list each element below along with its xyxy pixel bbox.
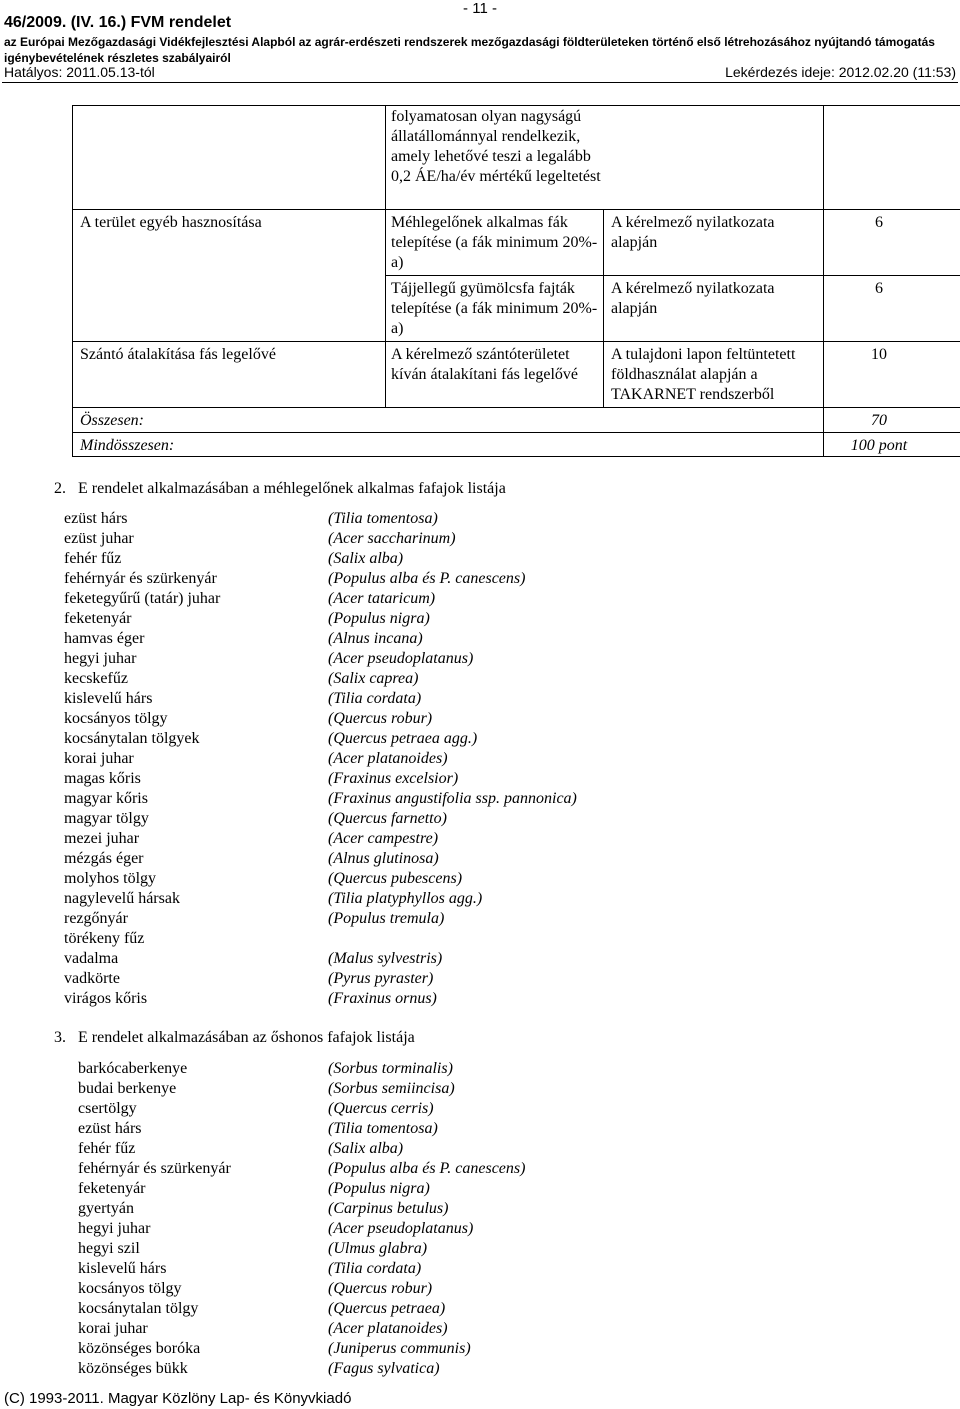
species-hungarian-name: törékeny fűz	[64, 930, 145, 947]
species-hungarian-name: mezei juhar	[64, 830, 140, 847]
species-hungarian-name: gyertyán	[78, 1200, 134, 1217]
species-latin-name: (Quercus farnetto)	[328, 810, 447, 827]
species-latin-name: (Populus nigra)	[328, 610, 430, 627]
species-hungarian-name: magyar kőris	[64, 790, 148, 807]
species-latin-name: (Populus tremula)	[328, 910, 445, 927]
list-item	[64, 709, 764, 729]
list-item	[64, 969, 764, 989]
list-item	[64, 549, 764, 569]
species-latin-name: (Populus alba és P. canescens)	[328, 570, 526, 587]
list-item	[64, 629, 764, 649]
species-latin-name: (Alnus incana)	[328, 630, 423, 647]
col-divider	[385, 105, 386, 407]
total-label: Mindösszesen:	[80, 437, 175, 454]
species-latin-name: (Salix caprea)	[328, 670, 419, 687]
list-item	[64, 789, 764, 809]
list-item	[64, 849, 764, 869]
species-latin-name: (Tilia tomentosa)	[328, 1120, 438, 1137]
footer-copyright: (C) 1993-2011. Magyar Közlöny Lap- és Könyvkiadó	[4, 1390, 352, 1407]
list-item	[78, 1239, 778, 1259]
species-hungarian-name: magyar tölgy	[64, 810, 149, 827]
row1-verification: A kérelmező nyilatkozata alapján	[611, 214, 775, 251]
species-latin-name: (Quercus pubescens)	[328, 870, 463, 887]
species-latin-name: (Acer platanoides)	[328, 1320, 448, 1337]
species-hungarian-name: hegyi szil	[78, 1240, 140, 1257]
species-hungarian-name: hegyi juhar	[64, 650, 137, 667]
row2-criterion: Tájjellegű gyümölcsfa fajták telepítése (a fák minimum 20%-a)	[391, 280, 598, 337]
species-hungarian-name: vadkörte	[64, 970, 120, 987]
list-item	[64, 829, 764, 849]
species-latin-name: (Populus alba és P. canescens)	[328, 1160, 526, 1177]
row3-category: Szántó átalakítása fás legelővé	[80, 346, 276, 363]
list-item	[64, 689, 764, 709]
species-latin-name: (Acer saccharinum)	[328, 530, 456, 547]
species-latin-name: (Acer pseudoplatanus)	[328, 650, 474, 667]
species-latin-name: (Sorbus torminalis)	[328, 1060, 453, 1077]
list-item	[64, 669, 764, 689]
species-hungarian-name: nagylevelű hársak	[64, 890, 180, 907]
list-item	[64, 729, 764, 749]
species-latin-name: (Quercus cerris)	[328, 1100, 434, 1117]
list-item	[64, 529, 764, 549]
row1-category: A terület egyéb hasznosítása	[80, 214, 262, 231]
row2-verification: A kérelmező nyilatkozata alapján	[611, 280, 775, 317]
species-latin-name: (Acer pseudoplatanus)	[328, 1220, 474, 1237]
row-divider	[72, 209, 960, 210]
species-latin-name: (Quercus robur)	[328, 710, 433, 727]
species-hungarian-name: hegyi juhar	[78, 1220, 151, 1237]
species-latin-name: (Carpinus betulus)	[328, 1200, 449, 1217]
species-hungarian-name: kocsánytalan tölgy	[78, 1300, 199, 1317]
species-latin-name: (Malus sylvestris)	[328, 950, 443, 967]
species-hungarian-name: korai juhar	[78, 1320, 148, 1337]
species-hungarian-name: közönséges bükk	[78, 1360, 188, 1377]
list-item	[78, 1079, 778, 1099]
list-item	[78, 1159, 778, 1179]
species-latin-name: (Fraxinus angustifolia ssp. pannonica)	[328, 790, 577, 807]
species-hungarian-name: budai berkenye	[78, 1080, 177, 1097]
list-item	[64, 589, 764, 609]
list-item	[78, 1179, 778, 1199]
species-latin-name: (Sorbus semiincisa)	[328, 1080, 455, 1097]
species-hungarian-name: feketegyűrű (tatár) juhar	[64, 590, 221, 607]
list-item	[64, 909, 764, 929]
sum-label: Összesen:	[80, 412, 144, 429]
species-hungarian-name: kocsánytalan tölgyek	[64, 730, 200, 747]
species-latin-name: (Quercus petraea agg.)	[328, 730, 478, 747]
species-latin-name: (Juniperus communis)	[328, 1340, 471, 1357]
list-item	[78, 1119, 778, 1139]
species-latin-name: (Fraxinus ornus)	[328, 990, 437, 1007]
table-top-text: folyamatosan olyan nagyságú állatállománnyal rendelkezik, amely lehetővé teszi a legalább 0,2 ÁE/ha/év mértékű legeltetést	[391, 108, 601, 185]
species-hungarian-name: kislevelű hárs	[78, 1260, 167, 1277]
effective-date: Hatályos: 2011.05.13-tól	[4, 64, 155, 80]
species-latin-name: (Acer tataricum)	[328, 590, 436, 607]
list-item	[64, 769, 764, 789]
header-divider	[2, 82, 958, 83]
list-item	[78, 1359, 778, 1379]
species-hungarian-name: magas kőris	[64, 770, 141, 787]
list-item	[78, 1139, 778, 1159]
list-item	[78, 1059, 778, 1079]
species-latin-name: (Alnus glutinosa)	[328, 850, 439, 867]
list-item	[64, 929, 764, 949]
document-subtitle: az Európai Mezőgazdasági Vidékfejlesztési Alapból az agrár-erdészeti rendszerek mezőgazdasági földterületeken történő első létrehozásához nyújtandó támogatás igénybevételének részletes szabályairól	[4, 35, 935, 65]
list-item	[78, 1299, 778, 1319]
species-hungarian-name: rezgőnyár	[64, 910, 128, 927]
species-latin-name: (Tilia platyphyllos agg.)	[328, 890, 483, 907]
list-item	[78, 1319, 778, 1339]
list-item	[78, 1199, 778, 1219]
section2-title: 2. E rendelet alkalmazásában a méhlegelőnek alkalmas fafajok listája	[54, 480, 506, 497]
total-value: 100 pont	[850, 437, 908, 454]
list-item	[78, 1219, 778, 1239]
species-latin-name: (Ulmus glabra)	[328, 1240, 428, 1257]
species-latin-name: (Salix alba)	[328, 550, 404, 567]
species-hungarian-name: közönséges boróka	[78, 1340, 201, 1357]
row3-criterion: A kérelmező szántóterületet kíván átalakítani fás legelővé	[391, 346, 579, 383]
row1-points: 6	[875, 214, 883, 231]
species-hungarian-name: ezüst juhar	[64, 530, 134, 547]
list-item	[64, 869, 764, 889]
species-latin-name: (Salix alba)	[328, 1140, 404, 1157]
document-title: 46/2009. (IV. 16.) FVM rendelet	[4, 14, 232, 31]
species-hungarian-name: ezüst hárs	[64, 510, 128, 527]
species-latin-name: (Pyrus pyraster)	[328, 970, 434, 987]
list-item	[64, 889, 764, 909]
species-hungarian-name: kecskefűz	[64, 670, 128, 687]
species-hungarian-name: virágos kőris	[64, 990, 148, 1007]
species-hungarian-name: kocsányos tölgy	[64, 710, 168, 727]
row3-verification: A tulajdoni lapon feltüntetett földhasználat alapján a TAKARNET rendszerből	[611, 346, 796, 403]
species-hungarian-name: fehérnyár és szürkenyár	[78, 1160, 231, 1177]
honey-tree-species-list	[64, 509, 764, 1009]
species-hungarian-name: molyhos tölgy	[64, 870, 157, 887]
species-hungarian-name: fehérnyár és szürkenyár	[64, 570, 217, 587]
species-hungarian-name: korai juhar	[64, 750, 134, 767]
list-item	[64, 989, 764, 1009]
species-latin-name: (Quercus petraea)	[328, 1300, 446, 1317]
species-hungarian-name: kislevelű hárs	[64, 690, 153, 707]
query-time: Lekérdezés ideje: 2012.02.20 (11:53)	[725, 64, 956, 80]
list-item	[64, 949, 764, 969]
section3-title: 3. E rendelet alkalmazásában az őshonos fafajok listája	[54, 1029, 415, 1046]
sum-value: 70	[871, 412, 887, 429]
species-latin-name: (Acer campestre)	[328, 830, 439, 847]
list-item	[78, 1279, 778, 1299]
list-item	[64, 749, 764, 769]
row-divider	[385, 275, 960, 276]
species-latin-name: (Tilia cordata)	[328, 690, 422, 707]
species-hungarian-name: vadalma	[64, 950, 119, 967]
list-item	[64, 649, 764, 669]
species-latin-name: (Acer platanoides)	[328, 750, 448, 767]
native-tree-species-list	[78, 1059, 778, 1379]
species-hungarian-name: fehér fűz	[78, 1140, 136, 1157]
row-divider	[72, 432, 960, 433]
species-latin-name: (Tilia cordata)	[328, 1260, 422, 1277]
species-hungarian-name: hamvas éger	[64, 630, 145, 647]
list-item	[64, 569, 764, 589]
page-number: - 11 -	[463, 0, 497, 17]
list-item	[78, 1339, 778, 1359]
list-item	[64, 809, 764, 829]
list-item	[78, 1099, 778, 1119]
species-latin-name: (Tilia tomentosa)	[328, 510, 438, 527]
species-latin-name: (Fagus sylvatica)	[328, 1360, 440, 1377]
species-latin-name: (Populus nigra)	[328, 1180, 430, 1197]
list-item	[78, 1259, 778, 1279]
species-hungarian-name: barkócaberkenye	[78, 1060, 188, 1077]
species-hungarian-name: feketenyár	[64, 610, 132, 627]
row-divider	[72, 407, 960, 408]
col-divider	[603, 209, 604, 407]
species-hungarian-name: feketenyár	[78, 1180, 146, 1197]
species-latin-name: (Quercus robur)	[328, 1280, 433, 1297]
list-item	[64, 609, 764, 629]
species-hungarian-name: mézgás éger	[64, 850, 144, 867]
species-hungarian-name: ezüst hárs	[78, 1120, 142, 1137]
species-hungarian-name: csertölgy	[78, 1100, 137, 1117]
row3-points: 10	[871, 346, 887, 363]
species-hungarian-name: kocsányos tölgy	[78, 1280, 182, 1297]
row-divider	[72, 341, 960, 342]
row1-criterion: Méhlegelőnek alkalmas fák telepítése (a fák minimum 20%-a)	[391, 214, 598, 271]
species-latin-name: (Fraxinus excelsior)	[328, 770, 459, 787]
list-item	[64, 509, 764, 529]
species-hungarian-name: fehér fűz	[64, 550, 122, 567]
row2-points: 6	[875, 280, 883, 297]
